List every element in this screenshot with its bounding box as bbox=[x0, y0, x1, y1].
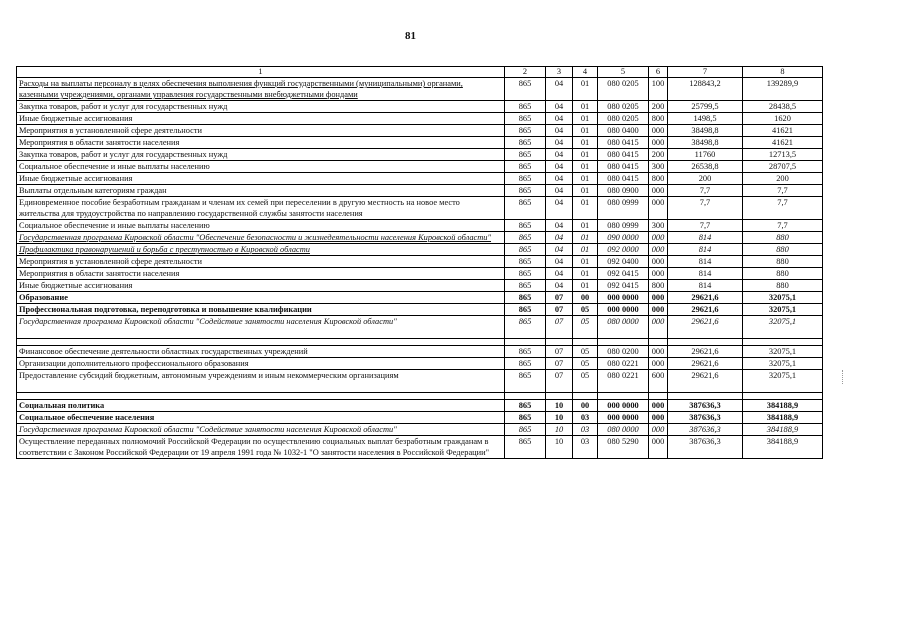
row-col-3: 07 bbox=[546, 304, 573, 316]
row-description-text: Профилактика правонарушений и борьба с преступностью в Кировской области bbox=[19, 245, 310, 254]
row-col-8: 880 bbox=[743, 256, 823, 268]
row-description: Иные бюджетные ассигнования bbox=[17, 280, 505, 292]
spacer-cell bbox=[649, 393, 668, 400]
row-col-3: 04 bbox=[546, 173, 573, 185]
row-col-4: 01 bbox=[573, 101, 598, 113]
header-col-1: 1 bbox=[17, 67, 505, 78]
row-col-3: 04 bbox=[546, 280, 573, 292]
row-description: Иные бюджетные ассигнования bbox=[17, 173, 505, 185]
row-col-7: 128843,2 bbox=[668, 78, 743, 101]
row-col-7: 387636,3 bbox=[668, 436, 743, 459]
table-row bbox=[17, 185, 823, 197]
row-col-3: 10 bbox=[546, 436, 573, 459]
header-col-3: 3 bbox=[546, 67, 573, 78]
row-col-7: 387636,3 bbox=[668, 412, 743, 424]
row-col-6: 000 bbox=[649, 232, 668, 244]
row-col-8: 7,7 bbox=[743, 220, 823, 232]
row-description: Организации дополнительного профессионального образования bbox=[17, 358, 505, 370]
row-col-3: 07 bbox=[546, 370, 573, 393]
row-col-2: 865 bbox=[505, 304, 546, 316]
row-col-2: 865 bbox=[505, 280, 546, 292]
row-col-6: 800 bbox=[649, 173, 668, 185]
row-col-7: 387636,3 bbox=[668, 400, 743, 412]
row-col-3: 04 bbox=[546, 220, 573, 232]
row-col-5: 080 0415 bbox=[598, 149, 649, 161]
row-description-text: Государственная программа Кировской области "Обеспечение безопасности и жизнедеятельности населения Кировской области" bbox=[19, 233, 492, 242]
row-col-6: 000 bbox=[649, 268, 668, 280]
row-col-7: 29621,6 bbox=[668, 346, 743, 358]
row-description bbox=[17, 232, 505, 244]
row-description: Закупка товаров, работ и услуг для государственных нужд bbox=[17, 149, 505, 161]
row-col-5: 080 0205 bbox=[598, 101, 649, 113]
row-description: Мероприятия в области занятости населения bbox=[17, 268, 505, 280]
spacer-cell bbox=[505, 339, 546, 346]
spacer-cell bbox=[598, 339, 649, 346]
row-col-6: 000 bbox=[649, 412, 668, 424]
row-col-5: 080 0415 bbox=[598, 173, 649, 185]
row-col-4: 01 bbox=[573, 185, 598, 197]
row-col-4: 00 bbox=[573, 400, 598, 412]
table-row bbox=[17, 292, 823, 304]
table-row bbox=[17, 256, 823, 268]
row-col-7: 25799,5 bbox=[668, 101, 743, 113]
row-col-2: 865 bbox=[505, 149, 546, 161]
row-col-5: 080 0221 bbox=[598, 370, 649, 393]
table-row bbox=[17, 304, 823, 316]
row-col-2: 865 bbox=[505, 78, 546, 101]
row-col-8: 7,7 bbox=[743, 185, 823, 197]
row-col-7: 387636,3 bbox=[668, 424, 743, 436]
spacer-row bbox=[17, 393, 823, 400]
spacer-cell bbox=[505, 393, 546, 400]
row-col-3: 04 bbox=[546, 244, 573, 256]
row-description: Социальное обеспечение и иные выплаты населению bbox=[17, 220, 505, 232]
row-col-4: 01 bbox=[573, 161, 598, 173]
row-col-8: 41621 bbox=[743, 125, 823, 137]
row-col-2: 865 bbox=[505, 256, 546, 268]
row-col-2: 865 bbox=[505, 101, 546, 113]
row-col-6: 200 bbox=[649, 149, 668, 161]
row-description: Мероприятия в области занятости населения bbox=[17, 137, 505, 149]
row-col-3: 10 bbox=[546, 424, 573, 436]
spacer-cell bbox=[573, 339, 598, 346]
row-col-5: 092 0415 bbox=[598, 280, 649, 292]
row-col-2: 865 bbox=[505, 358, 546, 370]
budget-table bbox=[16, 66, 823, 459]
row-col-2: 865 bbox=[505, 173, 546, 185]
row-col-4: 01 bbox=[573, 149, 598, 161]
row-col-5: 080 0200 bbox=[598, 346, 649, 358]
spacer-cell bbox=[573, 393, 598, 400]
table-row bbox=[17, 436, 823, 459]
row-col-2: 865 bbox=[505, 185, 546, 197]
row-col-3: 04 bbox=[546, 268, 573, 280]
spacer-cell bbox=[743, 393, 823, 400]
row-col-3: 04 bbox=[546, 101, 573, 113]
row-col-7: 200 bbox=[668, 173, 743, 185]
table-row bbox=[17, 232, 823, 244]
row-col-2: 865 bbox=[505, 412, 546, 424]
row-description: Иные бюджетные ассигнования bbox=[17, 113, 505, 125]
spacer-cell bbox=[649, 339, 668, 346]
row-col-7: 7,7 bbox=[668, 197, 743, 220]
row-col-4: 01 bbox=[573, 78, 598, 101]
row-col-4: 01 bbox=[573, 125, 598, 137]
row-col-6: 000 bbox=[649, 256, 668, 268]
row-col-6: 100 bbox=[649, 78, 668, 101]
row-col-5: 092 0415 bbox=[598, 268, 649, 280]
row-col-6: 300 bbox=[649, 220, 668, 232]
row-col-6: 200 bbox=[649, 101, 668, 113]
row-col-2: 865 bbox=[505, 113, 546, 125]
table-row bbox=[17, 400, 823, 412]
row-col-5: 000 0000 bbox=[598, 304, 649, 316]
row-description: Предоставление субсидий бюджетным, автономным учреждениям и иным некоммерческим организациям bbox=[17, 370, 505, 393]
header-col-4: 4 bbox=[573, 67, 598, 78]
spacer-cell bbox=[668, 339, 743, 346]
row-col-2: 865 bbox=[505, 244, 546, 256]
row-description: Осуществление переданных полномочий Российской Федерации по осуществлению социальных выплат безработным гражданам в соответствии с Законом Российской Федерации от 19 апреля 1991 года № 1032-1 "О занятости населения в Российской Федерации" bbox=[17, 436, 505, 459]
row-col-6: 000 bbox=[649, 316, 668, 339]
row-description: Единовременное пособие безработным гражданам и членам их семей при переселении в другую местность на новое место жительства для трудоустройства по направлению государственной службы занятости населения bbox=[17, 197, 505, 220]
row-col-4: 01 bbox=[573, 173, 598, 185]
row-col-4: 05 bbox=[573, 370, 598, 393]
row-col-8: 880 bbox=[743, 268, 823, 280]
header-col-2: 2 bbox=[505, 67, 546, 78]
table-row bbox=[17, 424, 823, 436]
row-col-4: 03 bbox=[573, 436, 598, 459]
row-col-3: 04 bbox=[546, 125, 573, 137]
spacer-cell bbox=[546, 393, 573, 400]
row-description: Государственная программа Кировской области "Содействие занятости населения Кировской области" bbox=[17, 424, 505, 436]
row-col-3: 10 bbox=[546, 400, 573, 412]
row-col-6: 300 bbox=[649, 161, 668, 173]
row-col-8: 880 bbox=[743, 280, 823, 292]
row-col-7: 26538,8 bbox=[668, 161, 743, 173]
row-description: Мероприятия в установленной сфере деятельности bbox=[17, 256, 505, 268]
row-col-6: 000 bbox=[649, 125, 668, 137]
table-row bbox=[17, 197, 823, 220]
spacer-cell bbox=[743, 339, 823, 346]
row-col-8: 1620 bbox=[743, 113, 823, 125]
table-body bbox=[17, 78, 823, 459]
row-col-6: 800 bbox=[649, 280, 668, 292]
row-col-8: 28707,5 bbox=[743, 161, 823, 173]
row-col-8: 384188,9 bbox=[743, 436, 823, 459]
table-row bbox=[17, 412, 823, 424]
scan-edge-mark bbox=[842, 370, 847, 384]
row-col-7: 29621,6 bbox=[668, 358, 743, 370]
row-col-3: 07 bbox=[546, 346, 573, 358]
row-col-7: 7,7 bbox=[668, 185, 743, 197]
table-row bbox=[17, 370, 823, 393]
row-col-4: 03 bbox=[573, 424, 598, 436]
row-col-8: 32075,1 bbox=[743, 292, 823, 304]
table-row bbox=[17, 113, 823, 125]
row-col-6: 600 bbox=[649, 370, 668, 393]
row-col-3: 04 bbox=[546, 256, 573, 268]
spacer-row bbox=[17, 339, 823, 346]
header-col-5: 5 bbox=[598, 67, 649, 78]
row-description: Образование bbox=[17, 292, 505, 304]
table-row bbox=[17, 78, 823, 101]
row-col-2: 865 bbox=[505, 346, 546, 358]
row-col-6: 000 bbox=[649, 424, 668, 436]
row-col-6: 800 bbox=[649, 113, 668, 125]
row-description: Профессиональная подготовка, переподготовка и повышение квалификации bbox=[17, 304, 505, 316]
row-col-2: 865 bbox=[505, 137, 546, 149]
row-col-4: 01 bbox=[573, 268, 598, 280]
row-col-8: 28438,5 bbox=[743, 101, 823, 113]
row-col-7: 38498,8 bbox=[668, 125, 743, 137]
row-col-2: 865 bbox=[505, 424, 546, 436]
row-col-2: 865 bbox=[505, 436, 546, 459]
row-col-2: 865 bbox=[505, 220, 546, 232]
row-col-4: 01 bbox=[573, 280, 598, 292]
row-description: Социальное обеспечение и иные выплаты населению bbox=[17, 161, 505, 173]
row-col-5: 092 0400 bbox=[598, 256, 649, 268]
header-col-6: 6 bbox=[649, 67, 668, 78]
table-row bbox=[17, 137, 823, 149]
row-col-5: 080 0205 bbox=[598, 78, 649, 101]
table-row bbox=[17, 244, 823, 256]
row-col-6: 000 bbox=[649, 292, 668, 304]
row-col-8: 200 bbox=[743, 173, 823, 185]
row-col-2: 865 bbox=[505, 268, 546, 280]
row-col-7: 814 bbox=[668, 232, 743, 244]
row-col-7: 29621,6 bbox=[668, 292, 743, 304]
header-col-8: 8 bbox=[743, 67, 823, 78]
row-col-5: 080 0205 bbox=[598, 113, 649, 125]
table-row bbox=[17, 173, 823, 185]
row-col-7: 29621,6 bbox=[668, 316, 743, 339]
row-description: Выплаты отдельным категориям граждан bbox=[17, 185, 505, 197]
spacer-cell bbox=[668, 393, 743, 400]
row-col-4: 05 bbox=[573, 346, 598, 358]
spacer-cell bbox=[598, 393, 649, 400]
row-col-6: 000 bbox=[649, 185, 668, 197]
row-col-4: 01 bbox=[573, 220, 598, 232]
row-description bbox=[17, 78, 505, 101]
row-col-7: 7,7 bbox=[668, 220, 743, 232]
row-col-3: 07 bbox=[546, 292, 573, 304]
row-col-2: 865 bbox=[505, 161, 546, 173]
row-col-8: 12713,5 bbox=[743, 149, 823, 161]
row-col-4: 03 bbox=[573, 412, 598, 424]
row-col-7: 11760 bbox=[668, 149, 743, 161]
row-col-8: 384188,9 bbox=[743, 424, 823, 436]
row-col-4: 01 bbox=[573, 197, 598, 220]
row-col-3: 04 bbox=[546, 113, 573, 125]
row-description: Государственная программа Кировской области "Содействие занятости населения Кировской области" bbox=[17, 316, 505, 339]
row-col-6: 000 bbox=[649, 137, 668, 149]
row-col-3: 04 bbox=[546, 137, 573, 149]
row-col-5: 000 0000 bbox=[598, 400, 649, 412]
row-col-8: 41621 bbox=[743, 137, 823, 149]
row-col-6: 000 bbox=[649, 346, 668, 358]
row-col-7: 38498,8 bbox=[668, 137, 743, 149]
row-col-6: 000 bbox=[649, 244, 668, 256]
row-col-2: 865 bbox=[505, 125, 546, 137]
spacer-cell bbox=[17, 339, 505, 346]
row-description: Социальная политика bbox=[17, 400, 505, 412]
row-col-8: 384188,9 bbox=[743, 400, 823, 412]
row-description: Финансовое обеспечение деятельности областных государственных учреждений bbox=[17, 346, 505, 358]
row-col-7: 814 bbox=[668, 244, 743, 256]
row-col-2: 865 bbox=[505, 316, 546, 339]
row-description-text: Расходы на выплаты персоналу в целях обеспечения выполнения функций государственными (муниципальными) органами, казенными учреждениями, органами управления государственными внебюджетными фондами bbox=[19, 79, 463, 99]
table-row bbox=[17, 101, 823, 113]
row-col-5: 080 0000 bbox=[598, 424, 649, 436]
row-col-4: 01 bbox=[573, 256, 598, 268]
row-col-4: 01 bbox=[573, 232, 598, 244]
row-col-5: 080 0415 bbox=[598, 161, 649, 173]
row-col-8: 32075,1 bbox=[743, 316, 823, 339]
row-col-7: 814 bbox=[668, 268, 743, 280]
table-row bbox=[17, 316, 823, 339]
row-col-3: 07 bbox=[546, 358, 573, 370]
row-description: Закупка товаров, работ и услуг для государственных нужд bbox=[17, 101, 505, 113]
row-col-3: 04 bbox=[546, 149, 573, 161]
row-col-4: 05 bbox=[573, 316, 598, 339]
row-col-6: 000 bbox=[649, 400, 668, 412]
row-description: Мероприятия в установленной сфере деятельности bbox=[17, 125, 505, 137]
row-col-5: 080 0999 bbox=[598, 220, 649, 232]
row-col-8: 32075,1 bbox=[743, 346, 823, 358]
table-row bbox=[17, 161, 823, 173]
row-col-8: 32075,1 bbox=[743, 304, 823, 316]
row-col-4: 05 bbox=[573, 304, 598, 316]
row-col-5: 000 0000 bbox=[598, 412, 649, 424]
spacer-cell bbox=[546, 339, 573, 346]
row-col-5: 090 0000 bbox=[598, 232, 649, 244]
row-col-3: 04 bbox=[546, 78, 573, 101]
row-col-6: 000 bbox=[649, 436, 668, 459]
table-row bbox=[17, 220, 823, 232]
row-col-3: 07 bbox=[546, 316, 573, 339]
row-col-5: 080 0900 bbox=[598, 185, 649, 197]
row-col-8: 384188,9 bbox=[743, 412, 823, 424]
row-col-8: 32075,1 bbox=[743, 358, 823, 370]
table-row bbox=[17, 280, 823, 292]
row-col-5: 080 0415 bbox=[598, 137, 649, 149]
row-col-5: 080 0000 bbox=[598, 316, 649, 339]
row-col-2: 865 bbox=[505, 370, 546, 393]
row-col-4: 01 bbox=[573, 137, 598, 149]
row-col-8: 7,7 bbox=[743, 197, 823, 220]
row-col-8: 880 bbox=[743, 244, 823, 256]
row-col-5: 080 0400 bbox=[598, 125, 649, 137]
row-col-4: 05 bbox=[573, 358, 598, 370]
row-col-8: 880 bbox=[743, 232, 823, 244]
table-row bbox=[17, 358, 823, 370]
row-col-8: 139289,9 bbox=[743, 78, 823, 101]
row-col-6: 000 bbox=[649, 304, 668, 316]
row-col-6: 000 bbox=[649, 358, 668, 370]
page-number: 81 bbox=[405, 30, 416, 42]
row-col-5: 080 5290 bbox=[598, 436, 649, 459]
row-col-3: 04 bbox=[546, 232, 573, 244]
spacer-cell bbox=[17, 393, 505, 400]
row-col-2: 865 bbox=[505, 292, 546, 304]
table-row bbox=[17, 125, 823, 137]
row-col-3: 04 bbox=[546, 161, 573, 173]
row-col-3: 04 bbox=[546, 197, 573, 220]
row-col-3: 04 bbox=[546, 185, 573, 197]
row-col-3: 10 bbox=[546, 412, 573, 424]
table-row bbox=[17, 268, 823, 280]
header-col-7: 7 bbox=[668, 67, 743, 78]
row-col-4: 01 bbox=[573, 244, 598, 256]
table-row bbox=[17, 346, 823, 358]
row-col-2: 865 bbox=[505, 197, 546, 220]
row-description bbox=[17, 244, 505, 256]
row-col-5: 080 0221 bbox=[598, 358, 649, 370]
row-col-2: 865 bbox=[505, 232, 546, 244]
row-col-7: 814 bbox=[668, 256, 743, 268]
header-row bbox=[17, 67, 823, 78]
row-col-2: 865 bbox=[505, 400, 546, 412]
row-col-7: 814 bbox=[668, 280, 743, 292]
row-description: Социальное обеспечение населения bbox=[17, 412, 505, 424]
row-col-5: 092 0000 bbox=[598, 244, 649, 256]
table-row bbox=[17, 149, 823, 161]
row-col-4: 00 bbox=[573, 292, 598, 304]
row-col-5: 080 0999 bbox=[598, 197, 649, 220]
row-col-7: 1498,5 bbox=[668, 113, 743, 125]
row-col-7: 29621,6 bbox=[668, 304, 743, 316]
row-col-6: 000 bbox=[649, 197, 668, 220]
row-col-4: 01 bbox=[573, 113, 598, 125]
row-col-8: 32075,1 bbox=[743, 370, 823, 393]
row-col-7: 29621,6 bbox=[668, 370, 743, 393]
row-col-5: 000 0000 bbox=[598, 292, 649, 304]
